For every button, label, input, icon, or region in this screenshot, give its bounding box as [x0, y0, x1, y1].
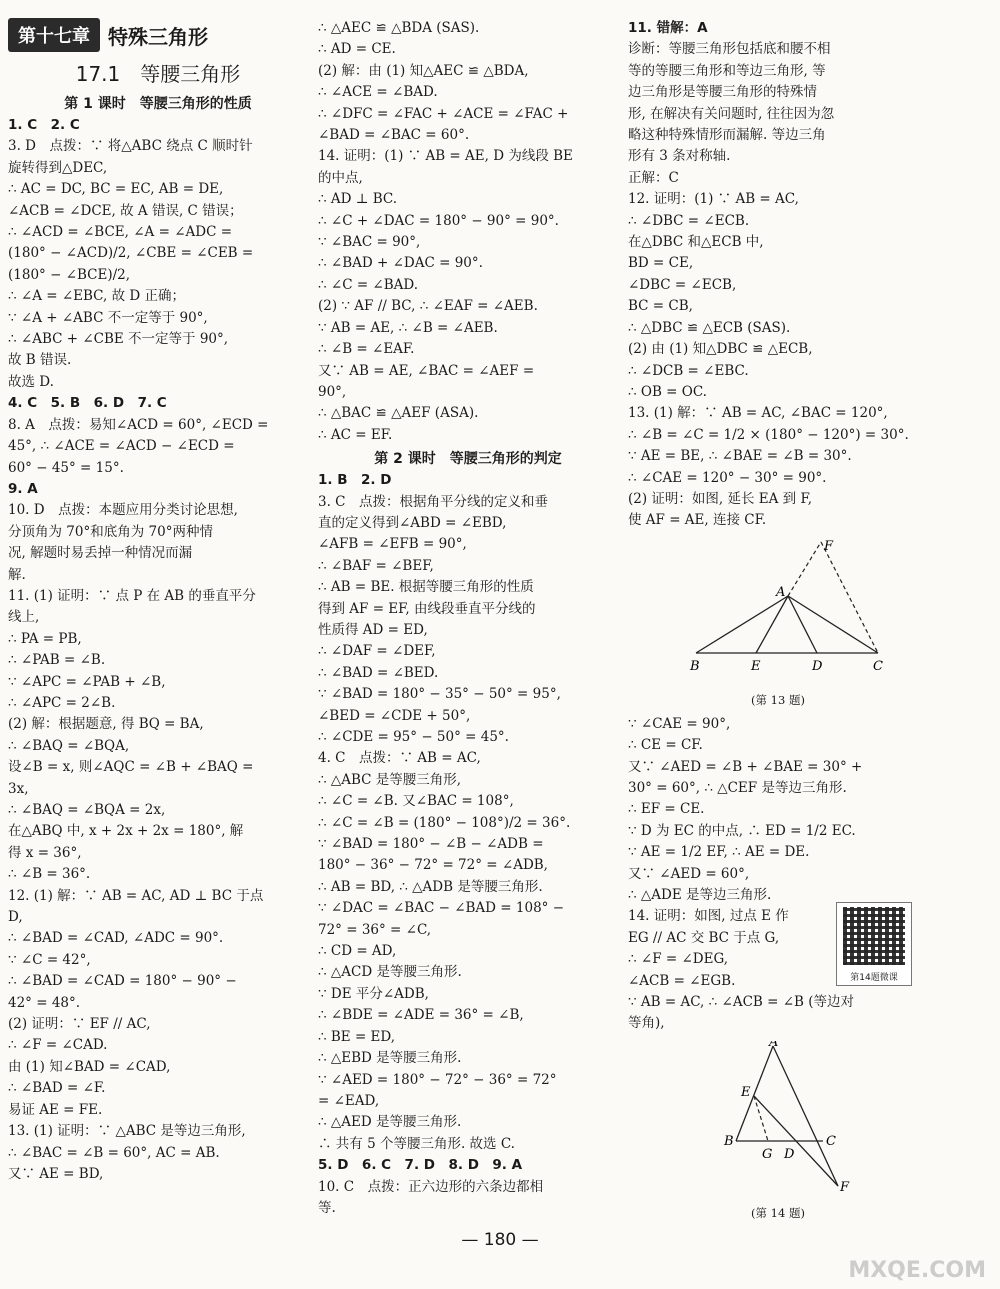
col3a-line: ∴ ∠B = ∠C = 1/2 × (180° − 120°) = 30°. [628, 426, 909, 443]
col3b-line: ∴ ∠F = ∠DEG, [628, 951, 729, 968]
col1-line: ∴ ∠BAD = ∠CAD = 180° − 90° − [8, 973, 237, 990]
col1-line: ∴ ∠PAB = ∠B. [8, 652, 106, 669]
col2-line: ∴ ∠DFC = ∠FAC + ∠ACE = ∠FAC + [318, 105, 569, 122]
col3a-line: BC = CB, [628, 298, 693, 315]
col1-line: 42° = 48°. [8, 994, 81, 1011]
col3b-line: ∴ EF = CE. [628, 801, 705, 818]
col3b-line: 等角), [628, 1015, 665, 1032]
col2-line: ∠BED = ∠CDE + 50°, [318, 707, 471, 724]
col2-line: (2) ∵ AF // BC, ∴ ∠EAF = ∠AEB. [318, 298, 538, 315]
col2-line: ∴ △EBD 是等腰三角形. [318, 1050, 462, 1067]
col1-line: ∴ AC = DC, BC = EC, AB = DE, [8, 181, 224, 198]
col1-line: (2) 证明：∵ EF // AC, [8, 1016, 151, 1033]
column-right-lines-b [628, 714, 928, 1035]
col3b-line: ∠ACB = ∠EGB. [628, 972, 736, 989]
col3b-line: ∵ AE = 1/2 EF, ∴ AE = DE. [628, 844, 810, 861]
col1-line: ∵ ∠APC = ∠PAB + ∠B, [8, 673, 166, 690]
col3b-line: 又∵ ∠AED = 60°, [628, 865, 750, 882]
col2-line: ∴ AD ⊥ BC. [318, 191, 398, 208]
col3a-line: ∵ AE = BE, ∴ ∠BAE = ∠B = 30°. [628, 448, 852, 465]
fig14-label-E: E [741, 1084, 751, 1100]
col2-line: ∴ ∠ACE = ∠BAD. [318, 84, 438, 101]
col3a-line: 等的等腰三角形和等边三角形, 等 [628, 62, 826, 79]
column-right-lines-a [628, 18, 928, 532]
col1-line: 第 1 课时 等腰三角形的性质 [64, 96, 252, 112]
col2-line: ∴ △ABC 是等腰三角形, [318, 771, 462, 788]
col2-line: ∴ △BAC ≌ △AEF (ASA). [318, 405, 479, 422]
col2-line: 得到 AF = EF, 由线段垂直平分线的 [318, 600, 536, 617]
col2-line: ∴ ∠DAF = ∠DEF, [318, 643, 436, 660]
col1-line: ∠ACB = ∠DCE, 故 A 错误, C 错误； [8, 202, 243, 219]
figure-14-diagram [628, 1041, 928, 1201]
col2-line: ∴ ∠C + ∠DAC = 180° − 90° = 90°. [318, 212, 559, 229]
col1-line: ∴ ∠BAQ = ∠BQA = 2x, [8, 802, 166, 818]
col1-line: 13. (1) 证明：∵ △ABC 是等边三角形, [8, 1123, 246, 1140]
col2-line: 第 2 课时 等腰三角形的判定 [374, 451, 562, 468]
col1-line: 设∠B = x, 则∠AQC = ∠B + ∠BAQ = [8, 759, 254, 776]
col2-line: 3. C 点拨：根据角平分线的定义和垂 [318, 493, 549, 510]
qr-code[interactable] [836, 902, 912, 986]
col1-line: ∴ ∠BAQ = ∠BQA, [8, 737, 130, 754]
column-left-lines [8, 93, 308, 1185]
col2-line: ∴ △AEC ≌ △BDA (SAS). [318, 20, 480, 36]
col1-line: ∵ ∠A + ∠ABC 不一定等于 90°, [8, 309, 208, 326]
fig14-label-C: C [826, 1133, 836, 1149]
fig14-label-A: A [769, 1040, 779, 1050]
fig14-label-F: F [840, 1179, 850, 1195]
col3a-line: 13. (1) 解：∵ AB = AC, ∠BAC = 120°, [628, 405, 888, 422]
col3a-line: ∴ ∠CAE = 120° − 30° = 90°. [628, 469, 827, 486]
col3b-line: 又∵ ∠AED = ∠B + ∠BAE = 30° + [628, 758, 863, 775]
col1-line: 况, 解题时易丢掉一种情况而漏 [8, 545, 193, 562]
column-right [628, 18, 928, 1227]
col3a-line: 边三角形是等腰三角形的特殊情 [628, 84, 817, 101]
col2-line: 1. B 2. D [318, 472, 392, 489]
col3b-line: ∵ ∠CAE = 90°, [628, 715, 731, 732]
col2-line: 直的定义得到∠ABD = ∠EBD, [318, 514, 507, 531]
col1-line: ∴ ∠BAD = ∠CAD, ∠ADC = 90°. [8, 930, 224, 947]
col3a-line: (2) 由 (1) 知△DBC ≌ △ECB, [628, 341, 813, 358]
col2-line: ∵ ∠BAD = 180° − ∠B − ∠ADB = [318, 836, 544, 853]
col2-line: ∴ ∠C = ∠B = (180° − 108°)/2 = 36°. [318, 814, 571, 831]
col3b-line: ∴ CE = CF. [628, 737, 703, 754]
col2-line: ∴ △AED 是等腰三角形. [318, 1114, 462, 1131]
chapter-label: 第十七章 [8, 18, 100, 52]
col1-line: (180° − ∠BCE)/2, [8, 266, 131, 283]
col1-line: 故选 D. [8, 373, 54, 390]
col1-line: ∴ ∠BAC = ∠B = 60°, AC = AB. [8, 1144, 220, 1161]
chapter-title: 特殊三角形 [108, 24, 208, 49]
col1-line: 得 x = 36°, [8, 844, 82, 861]
fig13-label-C: C [873, 658, 883, 674]
col2-line: 72° = 36° = ∠C, [318, 921, 432, 938]
col1-line: (180° − ∠ACD)/2, ∠CBE = ∠CEB = [8, 245, 254, 262]
col2-line: 4. C 点拨：∵ AB = AC, [318, 750, 481, 767]
col1-line: ∴ ∠ABC + ∠CBE 不一定等于 90°, [8, 331, 229, 348]
fig13-label-D: D [812, 658, 823, 674]
figure-13-caption: (第 13 题) [751, 692, 805, 707]
col1-line: 1. C 2. C [8, 117, 80, 133]
col2-line: ∴ ∠BAD + ∠DAC = 90°. [318, 255, 483, 272]
col2-line: 等. [318, 1199, 336, 1216]
fig13-label-F: F [824, 538, 834, 554]
column-middle-lines [318, 18, 618, 1219]
col1-line: 由 (1) 知∠BAD = ∠CAD, [8, 1058, 171, 1075]
col1-line: 12. (1) 解：∵ AB = AC, AD ⊥ BC 于点 [8, 887, 264, 904]
page-number: — 180 — [461, 1230, 539, 1250]
col3a-line: ∴ OB = OC. [628, 383, 707, 400]
watermark: MXQE.COM [848, 1258, 986, 1283]
fig14-label-D: D [784, 1146, 795, 1162]
col2-line: ∴ BE = ED, [318, 1028, 396, 1045]
col2-line: 180° − 36° − 72° = 72° = ∠ADB, [318, 857, 548, 874]
col1-line: 3. D 点拨：∵ 将△ABC 绕点 C 顺时针 [8, 138, 253, 155]
fig14-label-B: B [724, 1133, 734, 1149]
col3a-line: 正解：C [628, 169, 679, 186]
col1-line: 旋转得到△DEC, [8, 159, 108, 176]
col2-line: 又∵ AB = AE, ∠BAC = ∠AEF = [318, 362, 535, 379]
col2-line: ∴ 共有 5 个等腰三角形. 故选 C. [318, 1135, 515, 1152]
col3a-line: 形, 在解决有关问题时, 往往因为忽 [628, 105, 835, 122]
col2-line: ∵ DE 平分∠ADB, [318, 985, 429, 1002]
col2-line: ∵ AB = AE, ∴ ∠B = ∠AEB. [318, 319, 498, 336]
col2-line: 14. 证明：(1) ∵ AB = AE, D 为线段 BE [318, 148, 573, 165]
col3a-line: 11. 错解：A [628, 20, 708, 36]
col3a-line: BD = CE, [628, 255, 694, 272]
qr-code-label: 第14题微课 [850, 973, 898, 983]
col2-line: ∴ △ACD 是等腰三角形. [318, 964, 462, 981]
column-middle [318, 18, 618, 1219]
col1-line: 解. [8, 566, 26, 583]
col1-line: ∴ PA = PB, [8, 630, 82, 647]
col3a-line: 略这种特殊情形而漏解. 等边三角 [628, 127, 826, 144]
col2-line: ∴ AD = CE. [318, 41, 396, 58]
qr-code-pattern [843, 907, 905, 965]
col2-line: ∴ ∠BAD = ∠BED. [318, 664, 439, 681]
col3b-line: 14. 证明：如图, 过点 E 作 [628, 908, 789, 925]
col3a-line: 12. 证明：(1) ∵ AB = AC, [628, 191, 799, 208]
col1-line: 3x, [8, 780, 29, 797]
col1-line: 45°, ∴ ∠ACE = ∠ACD − ∠ECD = [8, 438, 235, 455]
col1-line: 分顶角为 70°和底角为 70°两种情 [8, 523, 213, 540]
col1-line: 8. A 点拨：易知∠ACD = 60°, ∠ECD = [8, 416, 269, 433]
col3b-line: ∵ AB = AC, ∴ ∠ACB = ∠B (等边对 [628, 994, 854, 1011]
col3b-line: ∴ △ADE 是等边三角形. [628, 887, 772, 903]
col2-line: ∴ AB = BE. 根据等腰三角形的性质 [318, 579, 534, 596]
col2-line: = ∠EAD, [318, 1092, 380, 1109]
fig13-label-A: A [776, 584, 786, 600]
col1-line: ∴ ∠BAD = ∠F. [8, 1080, 106, 1097]
figure-13 [628, 538, 928, 708]
col1-line: 易证 AE = FE. [8, 1101, 103, 1118]
col1-line: 11. (1) 证明：∵ 点 P 在 AB 的垂直平分 [8, 587, 256, 604]
col2-line: 90°, [318, 383, 347, 400]
col1-line: ∵ ∠C = 42°, [8, 951, 91, 968]
col1-line: 4. C 5. B 6. D 7. C [8, 395, 167, 412]
col3a-line: ∴ △DBC ≌ △ECB (SAS). [628, 319, 791, 336]
section-title: 17.1 等腰三角形 [75, 62, 241, 86]
col2-line: ∴ ∠BAF = ∠BEF, [318, 557, 434, 574]
fig13-label-B: B [690, 658, 700, 674]
col1-line: ∴ ∠A = ∠EBC, 故 D 正确； [8, 288, 186, 305]
col2-line: 10. C 点拨：正六边形的六条边都相 [318, 1178, 544, 1195]
col1-line: 故 B 错误. [8, 352, 72, 369]
col2-line: 的中点, [318, 169, 363, 186]
col2-line: ∴ AC = EF. [318, 426, 393, 443]
col1-line: ∴ ∠APC = 2∠B. [8, 694, 116, 711]
col2-line: ∵ ∠BAD = 180° − 35° − 50° = 95°, [318, 686, 561, 703]
col1-line: 又∵ AE = BD, [8, 1165, 104, 1182]
col1-line: D, [8, 909, 23, 926]
col1-line: ∴ ∠B = 36°. [8, 866, 91, 883]
col2-line: ∵ ∠AED = 180° − 72° − 36° = 72° [318, 1071, 557, 1088]
column-left [8, 18, 308, 1185]
col3a-line: (2) 证明：如图, 延长 EA 到 F, [628, 490, 813, 507]
col2-line: ∵ ∠BAC = 90°, [318, 234, 421, 251]
col3b-line: EG // AC 交 BC 于点 G, [628, 929, 780, 946]
col2-line: ∴ ∠C = ∠B. 又∠BAC = 108°, [318, 793, 514, 810]
col2-line: (2) 解：由 (1) 知△AEC ≌ △BDA, [318, 62, 529, 79]
figure-13-diagram [628, 538, 928, 688]
figure-14-caption: (第 14 题) [751, 1205, 805, 1220]
figure-14 [628, 1041, 928, 1221]
col3b-line: 30° = 60°, ∴ △CEF 是等边三角形. [628, 779, 847, 796]
col2-line: ∠BAD = ∠BAC = 60°. [318, 127, 470, 144]
col3a-line: ∴ ∠DBC = ∠ECB. [628, 212, 750, 229]
col3a-line: 诊断：等腰三角形包括底和腰不相 [628, 41, 831, 58]
col2-line: 性质得 AD = ED, [318, 621, 428, 638]
col1-line: (2) 解：根据题意, 得 BQ = BA, [8, 716, 204, 733]
col1-line: 在△ABQ 中, x + 2x + 2x = 180°, 解 [8, 823, 244, 840]
col3b-line: ∵ D 为 EC 的中点, ∴ ED = 1/2 EC. [628, 822, 856, 839]
col3a-line: 形有 3 条对称轴. [628, 148, 731, 165]
col1-line: 9. A [8, 480, 38, 497]
col3a-line: ∠DBC = ∠ECB, [628, 276, 737, 293]
col1-line: 线上, [8, 609, 40, 626]
fig13-label-E: E [751, 658, 761, 674]
col2-line: ∴ ∠C = ∠BAD. [318, 276, 419, 293]
col1-line: 10. D 点拨：本题应用分类讨论思想, [8, 502, 238, 519]
col2-line: ∴ ∠B = ∠EAF. [318, 341, 415, 358]
col2-line: ∴ ∠CDE = 95° − 50° = 45°. [318, 729, 509, 745]
col1-line: 60° − 45° = 15°. [8, 459, 124, 476]
col2-line: ∴ CD = AD, [318, 943, 397, 960]
col2-line: ∴ ∠BDE = ∠ADE = 36° = ∠B, [318, 1007, 524, 1024]
col3a-line: 在△DBC 和△ECB 中, [628, 234, 764, 251]
col3a-line: ∴ ∠DCB = ∠EBC. [628, 362, 749, 379]
col2-line: ∴ AB = BD, ∴ △ADB 是等腰三角形. [318, 878, 543, 895]
col1-line: ∴ ∠F = ∠CAD. [8, 1037, 108, 1054]
col2-line: ∠AFB = ∠EFB = 90°, [318, 536, 467, 553]
col1-line: ∴ ∠ACD = ∠BCE, ∠A = ∠ADC = [8, 224, 233, 241]
chapter-header [8, 18, 308, 52]
col3a-line: 使 AF = AE, 连接 CF. [628, 512, 767, 529]
col2-line: 5. D 6. C 7. D 8. D 9. A [318, 1157, 523, 1174]
col2-line: ∵ ∠DAC = ∠BAC − ∠BAD = 108° − [318, 900, 565, 917]
fig14-label-G: G [762, 1146, 773, 1162]
